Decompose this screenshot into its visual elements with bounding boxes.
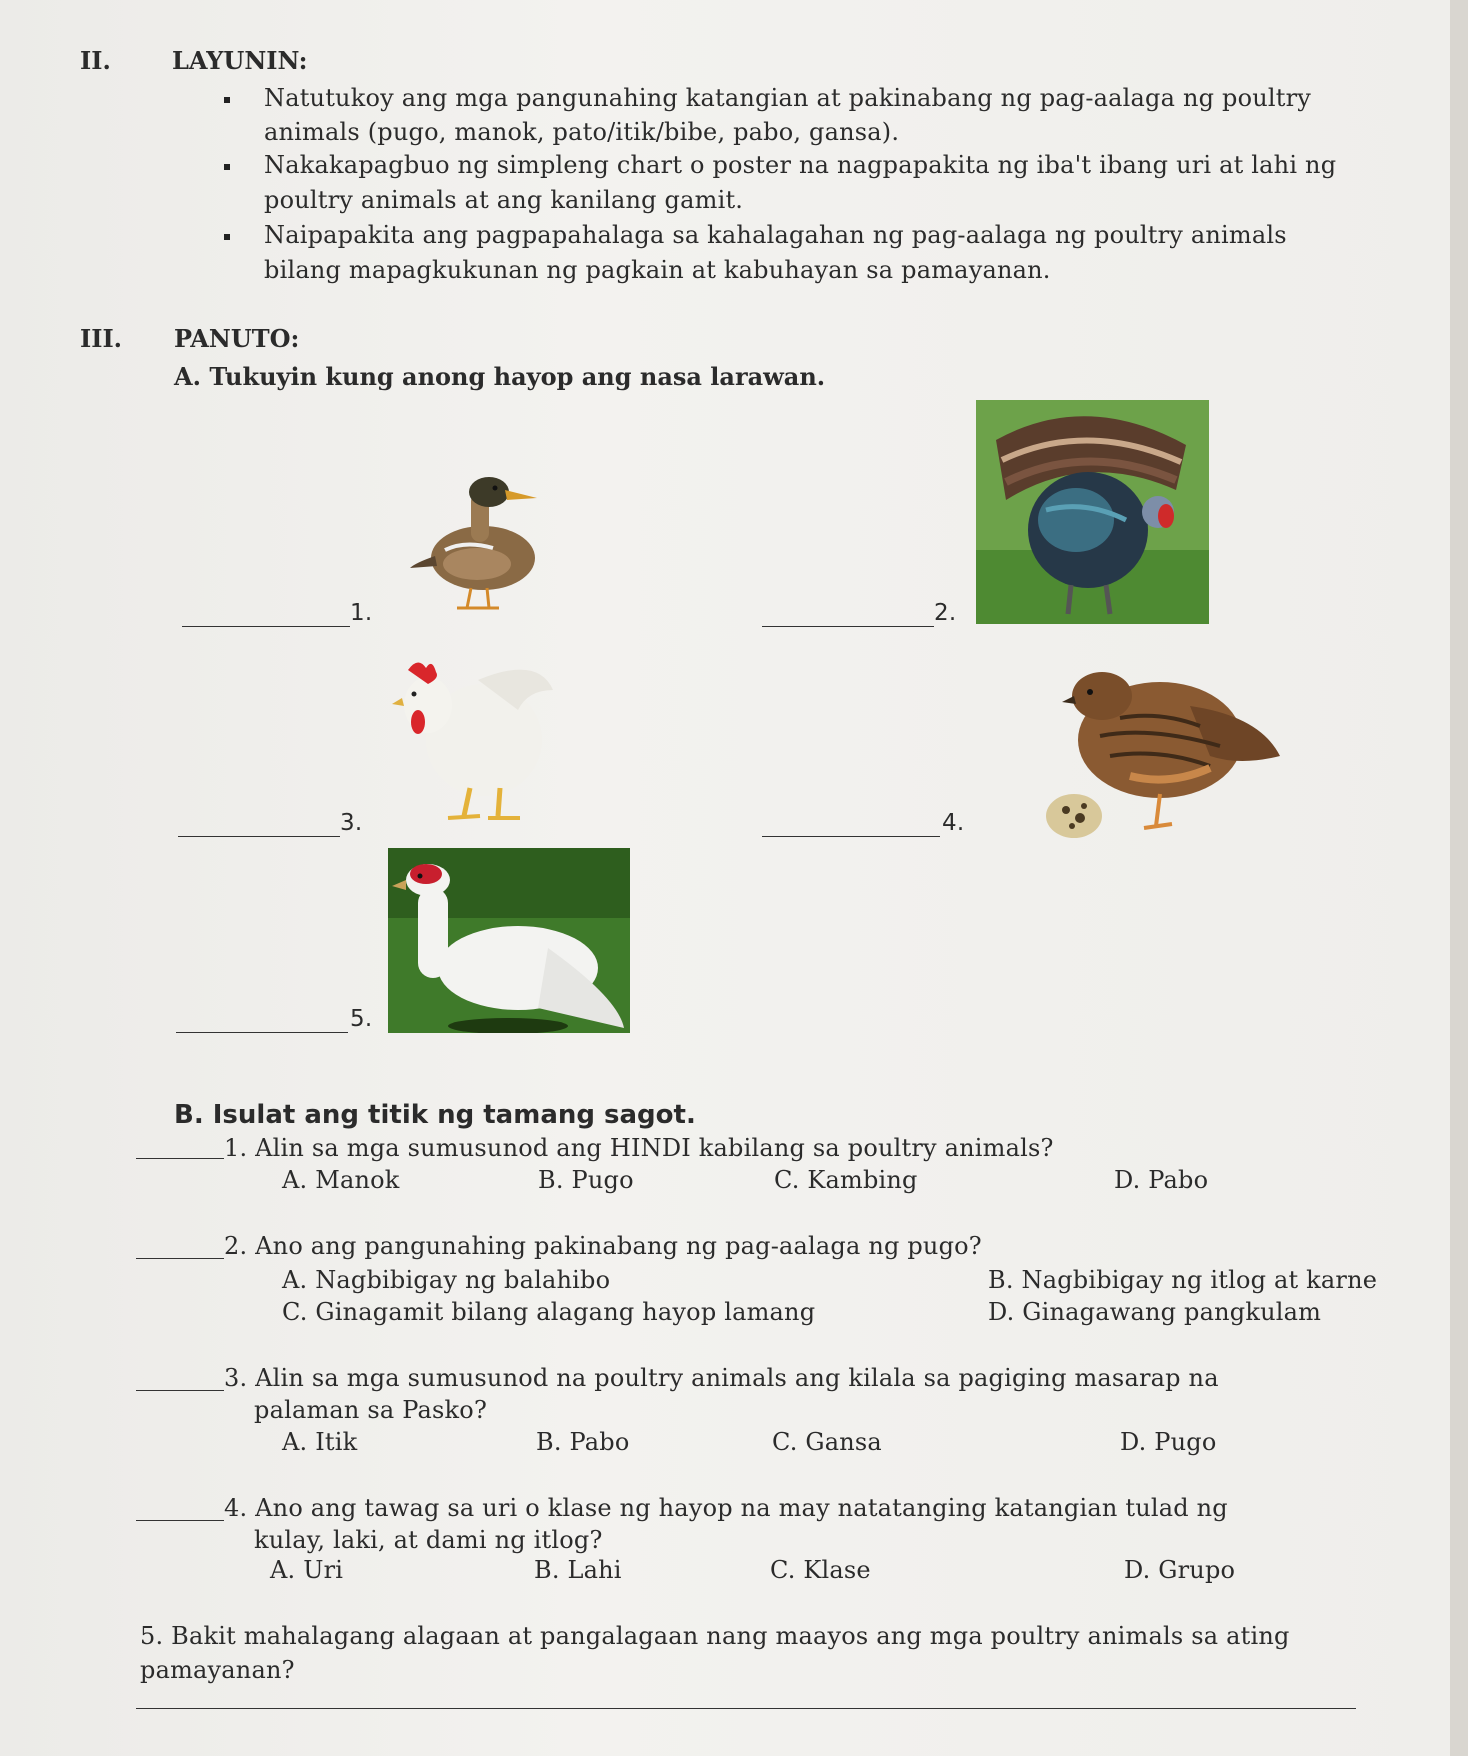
- bullet-marker: [224, 97, 230, 103]
- answer-blank-b1[interactable]: [136, 1158, 224, 1159]
- answer-blank-1[interactable]: [182, 626, 350, 627]
- item-number-1: 1.: [350, 600, 373, 626]
- item-number-4: 4.: [942, 810, 965, 836]
- objective-1-line1: Natutukoy ang mga pangunahing katangian at pakinabang ng pag-aalaga ng poultry: [264, 84, 1312, 112]
- section2-number: II.: [80, 46, 111, 75]
- q2-choice-d: D. Ginagawang pangkulam: [988, 1298, 1322, 1326]
- q4-choice-d: D. Grupo: [1124, 1556, 1236, 1584]
- essay-question-line2: pamayanan?: [140, 1656, 295, 1684]
- essay-answer-line[interactable]: [136, 1708, 1356, 1709]
- objective-2-line1: Nakakapagbuo ng simpleng chart o poster na nagpapakita ng iba't ibang uri at lahi ng: [264, 151, 1337, 179]
- q4-choice-b: B. Lahi: [534, 1556, 622, 1584]
- q1-choice-b: B. Pugo: [538, 1166, 634, 1194]
- q4-choice-a: A. Uri: [270, 1556, 344, 1584]
- question-4-line1: 4. Ano ang tawag sa uri o klase ng hayop na may natatanging katangian tulad ng: [224, 1494, 1228, 1522]
- answer-blank-b3[interactable]: [136, 1390, 224, 1391]
- q2-choice-c: C. Ginagamit bilang alagang hayop lamang: [282, 1298, 816, 1326]
- quail-image: [1040, 656, 1280, 842]
- partA-instruction: A. Tukuyin kung anong hayop ang nasa larawan.: [174, 362, 826, 391]
- page-edge: [1450, 0, 1468, 1756]
- q2-choice-a: A. Nagbibigay ng balahibo: [282, 1266, 611, 1294]
- chicken-image: [388, 650, 558, 830]
- q2-choice-b: B. Nagbibigay ng itlog at karne: [988, 1266, 1378, 1294]
- q4-choice-c: C. Klase: [770, 1556, 871, 1584]
- objective-3-line1: Naipapakita ang pagpapahalaga sa kahalagahan ng pag-aalaga ng poultry animals: [264, 221, 1287, 249]
- essay-question-line1: 5. Bakit mahalagang alagaan at pangalagaan nang maayos ang mga poultry animals sa ating: [140, 1622, 1290, 1650]
- q1-choice-d: D. Pabo: [1114, 1166, 1209, 1194]
- turkey-image: [976, 400, 1209, 624]
- question-1: 1. Alin sa mga sumusunod ang HINDI kabilang sa poultry animals?: [224, 1134, 1054, 1162]
- objective-1-line2: animals (pugo, manok, pato/itik/bibe, pabo, gansa).: [264, 118, 900, 146]
- answer-blank-2[interactable]: [762, 626, 934, 627]
- q1-choice-c: C. Kambing: [774, 1166, 918, 1194]
- answer-blank-4[interactable]: [762, 836, 940, 837]
- item-number-5: 5.: [350, 1006, 373, 1032]
- question-2: 2. Ano ang pangunahing pakinabang ng pag-aalaga ng pugo?: [224, 1232, 982, 1260]
- question-3-line2: palaman sa Pasko?: [254, 1396, 488, 1424]
- answer-blank-b4[interactable]: [136, 1520, 224, 1521]
- answer-blank-b2[interactable]: [136, 1258, 224, 1259]
- q3-choice-c: C. Gansa: [772, 1428, 882, 1456]
- question-4-line2: kulay, laki, at dami ng itlog?: [254, 1526, 603, 1554]
- section2-title: LAYUNIN:: [172, 46, 308, 75]
- answer-blank-5[interactable]: [176, 1032, 348, 1033]
- bullet-marker: [224, 234, 230, 240]
- item-number-3: 3.: [340, 810, 363, 836]
- q3-choice-d: D. Pugo: [1120, 1428, 1217, 1456]
- q1-choice-a: A. Manok: [282, 1166, 400, 1194]
- question-3-line1: 3. Alin sa mga sumusunod na poultry animals ang kilala sa pagiging masarap na: [224, 1364, 1219, 1392]
- bullet-marker: [224, 164, 230, 170]
- item-number-2: 2.: [934, 600, 957, 626]
- q3-choice-a: A. Itik: [282, 1428, 358, 1456]
- answer-blank-3[interactable]: [178, 836, 340, 837]
- objective-2-line2: poultry animals at ang kanilang gamit.: [264, 186, 744, 214]
- q3-choice-b: B. Pabo: [536, 1428, 630, 1456]
- goose-image: [388, 848, 630, 1033]
- partB-instruction: B. Isulat ang titik ng tamang sagot.: [174, 1100, 696, 1130]
- section3-title: PANUTO:: [174, 324, 300, 353]
- duck-image: [405, 468, 565, 616]
- objective-3-line2: bilang mapagkukunan ng pagkain at kabuhayan sa pamayanan.: [264, 256, 1051, 284]
- section3-number: III.: [80, 324, 123, 353]
